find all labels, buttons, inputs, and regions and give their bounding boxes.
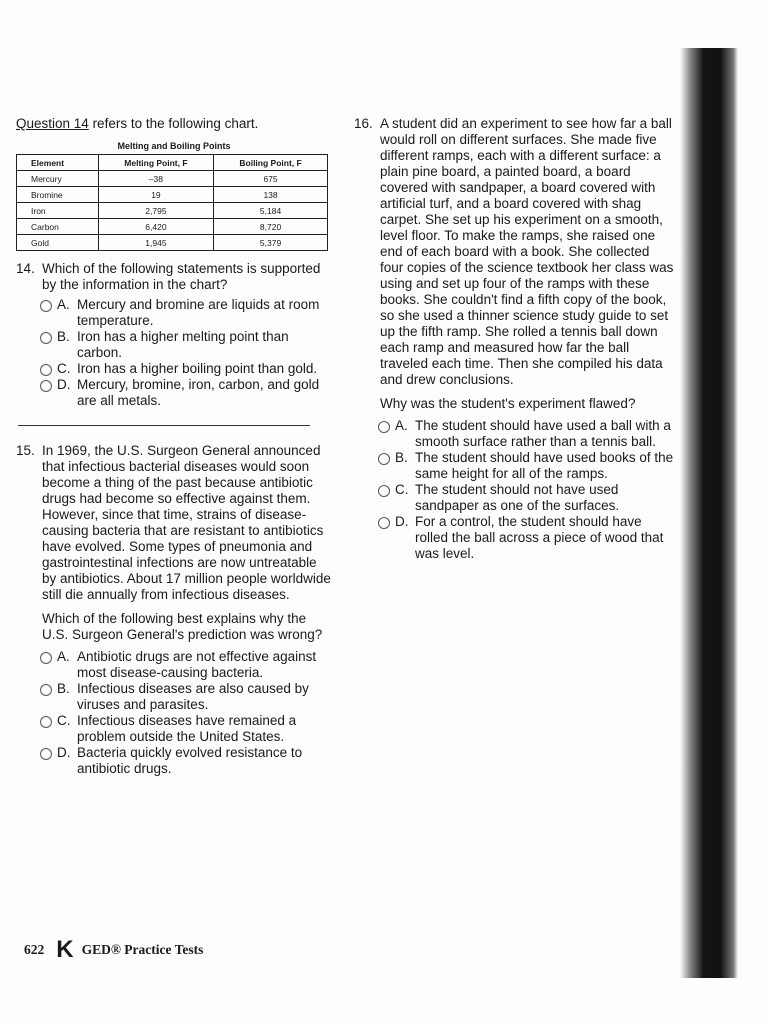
choice-text: Iron has a higher melting point than carbon. — [77, 329, 289, 360]
question-prompt: Which of the following best explains why the U.S. Surgeon General's prediction was wrong? — [42, 611, 323, 642]
page-number: 622 — [24, 942, 45, 957]
table-cell: 8,720 — [214, 219, 328, 235]
radio-button-icon[interactable] — [40, 684, 52, 696]
question-stem: A student did an experiment to see how far a ball would roll on different surfaces. She made five different ramps, each with a different surface: a plain pine board, a painted board, a board covered with sandpaper, a board covered with artificial turf, and a board covered with shag carpet. She set up his experiment on a smooth, level floor. To make the ramps, she raised one end of each board with a book. She collected four copies of the science textbook her class was using and set up four of the ramps with these books. She couldn't find a fifth copy of the book, so she used a thinner science study guide to set up the fifth ramp. She rolled a tennis ball down each ramp and measured how far the ball traveled each time. Then she compiled his data and drew conclusions. — [380, 116, 674, 387]
choice-text: Mercury, bromine, iron, carbon, and gold are all metals. — [77, 377, 320, 408]
answer-choice[interactable] — [378, 450, 674, 482]
kaplan-logo-icon: K — [56, 936, 74, 963]
table-cell: 1,945 — [98, 235, 213, 251]
table-header-cell: Melting Point, F — [98, 155, 213, 171]
table-cell: 5,379 — [214, 235, 328, 251]
question-15 — [16, 443, 332, 777]
answer-choice[interactable] — [378, 418, 674, 450]
answer-choice[interactable] — [40, 377, 332, 409]
table-cell: Iron — [17, 203, 99, 219]
table-title: Melting and Boiling Points — [117, 141, 231, 151]
radio-button-icon[interactable] — [378, 453, 390, 465]
choice-letter: D. — [57, 745, 71, 760]
table-cell: Bromine — [17, 187, 99, 203]
table-body — [17, 171, 328, 251]
choice-letter: D. — [57, 377, 71, 392]
answer-choices — [16, 649, 332, 777]
table-header-cell: Element — [17, 155, 99, 171]
choice-text: Infectious diseases have remained a problem outside the United States. — [77, 713, 297, 744]
choice-text: Infectious diseases are also caused by viruses and parasites. — [77, 681, 309, 712]
table-cell: 2,795 — [98, 203, 213, 219]
radio-button-icon[interactable] — [40, 332, 52, 344]
radio-button-icon[interactable] — [378, 421, 390, 433]
choice-text: The student should have used a ball with a smooth surface rather than a tennis ball. — [415, 418, 671, 449]
choice-letter: B. — [57, 681, 70, 696]
question-16 — [354, 116, 674, 562]
choice-text: For a control, the student should have rolled the ball across a piece of wood that was level. — [415, 514, 664, 561]
choice-letter: C. — [395, 482, 409, 497]
page-footer — [24, 936, 204, 963]
chart-intro — [16, 116, 332, 131]
radio-button-icon[interactable] — [40, 652, 52, 664]
question-14 — [16, 261, 332, 409]
answer-choices — [354, 418, 674, 562]
table-row — [17, 203, 328, 219]
radio-button-icon[interactable] — [378, 485, 390, 497]
question-ref: Question 14 — [16, 116, 89, 131]
table-row — [17, 235, 328, 251]
table-row — [17, 219, 328, 235]
table-cell: 5,184 — [214, 203, 328, 219]
choice-letter: A. — [395, 418, 408, 433]
answer-choices — [16, 297, 332, 409]
choice-letter: A. — [57, 649, 70, 664]
choice-text: Mercury and bromine are liquids at room temperature. — [77, 297, 320, 328]
melting-boiling-table — [16, 154, 328, 251]
table-header-cell: Boiling Point, F — [214, 155, 328, 171]
choice-text: The student should not have used sandpaper as one of the surfaces. — [415, 482, 620, 513]
choice-letter: C. — [57, 713, 71, 728]
table-cell: 6,420 — [98, 219, 213, 235]
answer-choice[interactable] — [40, 681, 332, 713]
choice-text: Antibiotic drugs are not effective against most disease-causing bacteria. — [77, 649, 317, 680]
table-cell: Mercury — [17, 171, 99, 187]
choice-text: Bacteria quickly evolved resistance to antibiotic drugs. — [77, 745, 303, 776]
answer-choice[interactable] — [40, 297, 332, 329]
answer-choice[interactable] — [40, 649, 332, 681]
table-cell: 675 — [214, 171, 328, 187]
answer-choice[interactable] — [40, 329, 332, 361]
question-stem: In 1969, the U.S. Surgeon General announced that infectious bacterial diseases would soon become a thing of the past because antibiotic drugs had become so effective against them. However, since that time, strains of disease-causing bacteria that are resistant to antibiotics have evolved. Some types of pneumonia and gastrointestinal infections are now untreatable by antibiotics. About 17 million people worldwide still die annually from infectious diseases. — [42, 443, 331, 602]
question-number: 15. — [16, 443, 35, 458]
answer-choice[interactable] — [40, 361, 332, 377]
radio-button-icon[interactable] — [40, 748, 52, 760]
question-number: 16. — [354, 116, 373, 131]
answer-choice[interactable] — [378, 514, 674, 562]
table-cell: Gold — [17, 235, 99, 251]
choice-text: The student should have used books of the same height for all of the ramps. — [415, 450, 674, 481]
radio-button-icon[interactable] — [378, 517, 390, 529]
table-row — [17, 171, 328, 187]
scan-shadow-edge — [680, 48, 738, 978]
question-prompt: Why was the student's experiment flawed? — [380, 396, 636, 411]
choice-letter: A. — [57, 297, 70, 312]
book-title: GED® Practice Tests — [81, 942, 204, 957]
answer-choice[interactable] — [40, 745, 332, 777]
choice-text: Iron has a higher boiling point than gold. — [77, 361, 318, 376]
radio-button-icon[interactable] — [40, 364, 52, 376]
intro-text: refers to the following chart. — [88, 116, 259, 131]
answer-choice[interactable] — [378, 482, 674, 514]
choice-letter: B. — [395, 450, 408, 465]
radio-button-icon[interactable] — [40, 300, 52, 312]
question-stem: Which of the following statements is supported by the information in the chart? — [42, 261, 321, 292]
left-column — [16, 116, 332, 777]
table-cell: Carbon — [17, 219, 99, 235]
choice-letter: B. — [57, 329, 70, 344]
radio-button-icon[interactable] — [40, 380, 52, 392]
choice-letter: C. — [57, 361, 71, 376]
radio-button-icon[interactable] — [40, 716, 52, 728]
right-column — [354, 116, 674, 562]
choice-letter: D. — [395, 514, 409, 529]
divider — [18, 425, 310, 426]
table-cell: 19 — [98, 187, 213, 203]
answer-choice[interactable] — [40, 713, 332, 745]
table-cell: –38 — [98, 171, 213, 187]
table-cell: 138 — [214, 187, 328, 203]
table-row — [17, 187, 328, 203]
table-header-row — [17, 155, 328, 171]
question-number: 14. — [16, 261, 35, 276]
